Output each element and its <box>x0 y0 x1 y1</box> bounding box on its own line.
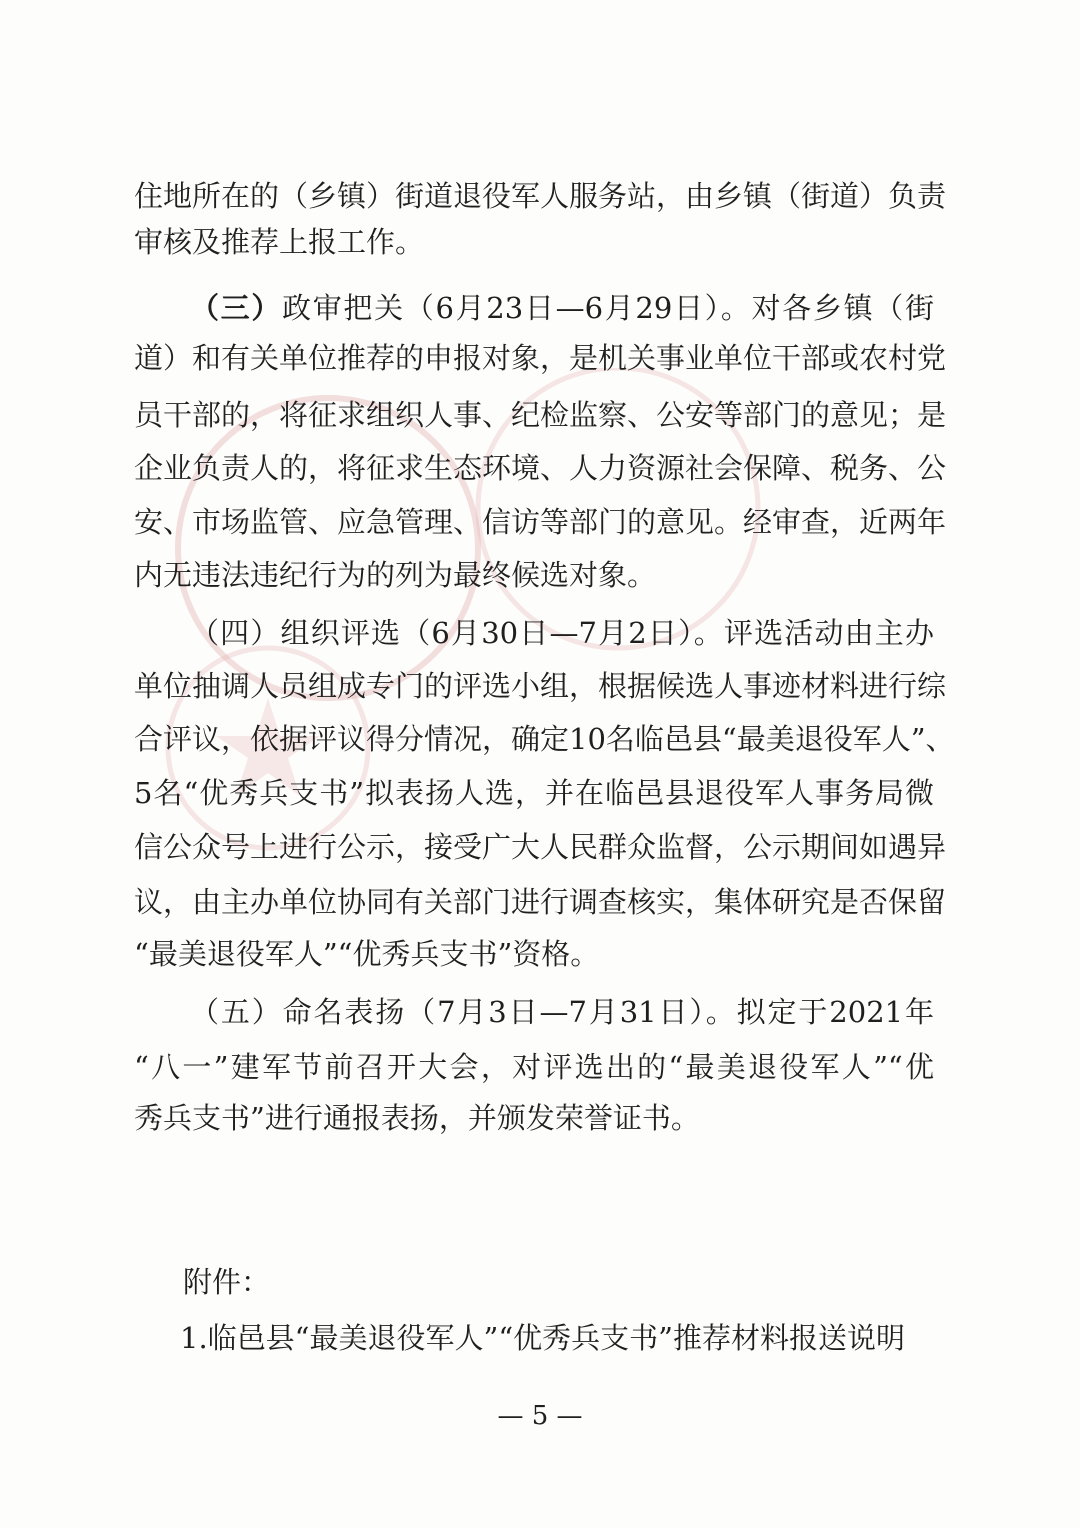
body-line-11: 合评议，依据评议得分情况，确定10名临邑县“最美退役军人”、 <box>134 722 955 756</box>
section-three-text: 政审把关（6月23日—6月29日）。对各乡镇（街 <box>282 291 934 325</box>
section-four-line: （四）组织评选（6月30日—7月2日）。评选活动由主办 <box>190 616 934 650</box>
body-line-6: 企业负责人的，将征求生态环境、人力资源社会保障、税务、公 <box>134 451 947 485</box>
body-line-2: 审核及推荐上报工作。 <box>134 225 425 259</box>
body-line-14: 议，由主办单位协同有关部门进行调查核实，集体研究是否保留 <box>134 885 947 919</box>
body-line-5: 员干部的，将征求组织人事、纪检监察、公安等部门的意见；是 <box>134 398 947 432</box>
body-line-12: 5名“优秀兵支书”拟表扬人选，并在临邑县退役军人事务局微 <box>134 776 934 810</box>
attachment-item: 1.临邑县“最美退役军人”“优秀兵支书”推荐材料报送说明 <box>180 1321 905 1355</box>
body-line-17: “八一”建军节前召开大会，对评选出的“最美退役军人”“优 <box>134 1050 934 1084</box>
section-three-heading: （三） <box>190 291 283 325</box>
page-number: — 5 — <box>497 1401 583 1431</box>
section-five-line: （五）命名表扬（7月3日—7月31日）。拟定于2021年 <box>190 995 934 1029</box>
attachment-label: 附件： <box>183 1265 271 1299</box>
body-line-13: 信公众号上进行公示，接受广大人民群众监督，公示期间如遇异 <box>134 830 947 864</box>
body-line-18: 秀兵支书”进行通报表扬，并颁发荣誉证书。 <box>134 1101 700 1135</box>
body-line-15: “最美退役军人”“优秀兵支书”资格。 <box>134 937 600 971</box>
body-line-7: 安、市场监管、应急管理、信访等部门的意见。经审查，近两年 <box>134 505 947 539</box>
body-line-10: 单位抽调人员组成专门的评选小组，根据候选人事迹材料进行综 <box>134 669 947 703</box>
body-line-8: 内无违法违纪行为的列为最终候选对象。 <box>134 558 657 592</box>
body-line-1: 住地所在的（乡镇）街道退役军人服务站，由乡镇（街道）负责 <box>134 179 947 213</box>
body-line-4: 道）和有关单位推荐的申报对象，是机关事业单位干部或农村党 <box>134 341 947 375</box>
section-three-line <box>190 283 934 333</box>
